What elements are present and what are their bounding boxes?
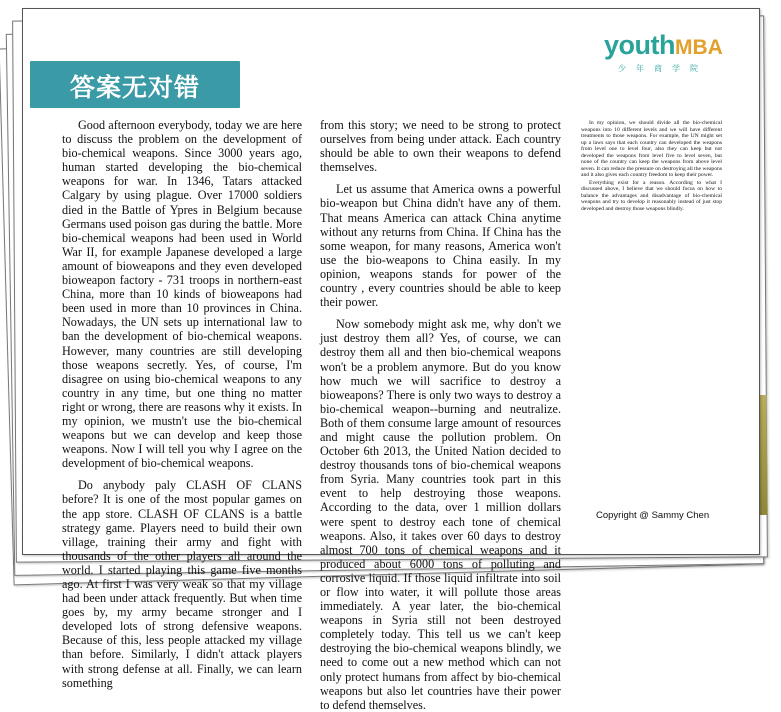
essay-column-3	[581, 120, 722, 240]
essay-paragraph: Let us assume that America owns a powerful bio-weapon but China didn't have any of them. That means America can attack China anytime without any returns from China. If China has the some weapon, for many reasons, America won't use the bio-weapons to China easily. In my opinion, weapons stands for power of the country , every countries should be able to keep their power.	[320, 182, 561, 310]
essay-column-1	[62, 118, 302, 690]
essay-paragraph: Everything exist for a reason. According to what I discussed above, I believe that we should focus on how to balance the advantages and disadvantage of bio-chemical weapons and try to develop it reasonably instead of just stop developed and destroy those weapons blindly.	[581, 179, 722, 212]
essay-paragraph: In my opinion, we should divide all the bio-chemical weapons into 10 different levels and we will have different treatments to those weapons. For example, the UN might set up a laws says that each country can developed the weapons from level one to level four, also they can keep but not developed the weapons from level five to level seven, but none of the country can keep the weapons from above level seven. It can reduce the pressure on destroying all the weapons and it also gives each country freedom to keep their power.	[581, 120, 722, 178]
essay-paragraph: Good afternoon everybody, today we are here to discuss the problem on the development of bio-chemical weapons. Since 3000 years ago, human started developing the bio-chemical weapons for war. In 1346, Tatars attacked Calgary by using plague. Over 17000 soldiers died in the Battle of Ypres in Belgium because Germans used poison gas during the battle. More bio-chemical weapons had been used in World War II, for example Japanese developed a large amount of bioweapons and they even developed bioweapon factory - 731 troops in northern-east China, more than 10 kinds of bioweapons had been used in more than 10 provinces in China. Nowadays, the UN sets up international law to ban the development of bio-chemical weapons. However, many countries are still developing those weapons secretly. Yes, of course, I'm disagree on using bio-chemical weapons to any country in any time, but one thing no matter right or wrong, there are reasons why it exists. In my opinion, we mustn't use the bio-chemical weapons but we can develop and keep those weapons. Now I will tell you why I agree on the development of bio-chemical weapons.	[62, 118, 302, 471]
youthmba-logo	[604, 30, 754, 78]
logo-wordmark-main: youth	[604, 30, 675, 60]
logo-wordmark-accent: MBA	[675, 36, 723, 59]
essay-paragraph: Now somebody might ask me, why don't we just destroy them all? Yes, of course, we can destroy them all and then bio-chemical weapons won't be a problem anymore. But do you know how much we will sacrifice to destroy a bioweapons? There is only two ways to destroy a bio-chemical weapon--burning and neutralize. Both of them consume large amount of resources and might cause the pollution problem. On October 6th 2013, the United Nation decided to destroy thousands tons of bio-chemical weapons from Syria. Many countries took part in this event to help destroying those weapons. According to the data, over 1 million dollars were spent to destroy each tone of chemical weapons. Also, it takes over 60 days to destroy almost 700 tons of chemical weapons and it produced about 6000 tons of polluting and corrosive liquid. If those liquid infiltrate into soil or flow into water, it will pollute those areas immediately. A year later, the bio-chemical weapons in Syria still not been destroyed completely today. This tell us we can't keep destroying the bio-chemical weapons blindly, we need to come out a new method which can not only protect humans from affect by bio-chemical weapons but also let countries have their power to defend themselves.	[320, 317, 561, 712]
logo-wordmark	[604, 30, 723, 63]
essay-paragraph: from this story; we need to be strong to protect ourselves from being under attack. Each country should be able to own their weapons to defend themselves.	[320, 118, 561, 175]
essay-column-2	[320, 118, 561, 712]
essay-paragraph: Do anybody paly CLASH OF CLANS before? It is one of the most popular games on the app store. CLASH OF CLANS is a battle strategy game. Players need to build their own village, training their army and fight with thousands of the other players all around the world. I started playing this game five months ago. At first I was very weak so that my village had been under attack frequently. But when time goes by, my army became stronger and I developed lots of strong defensive weapons. Because of this, less people attacked my village than before. Similarly, I didn't attack players with strong defense at all. Finally, we can learn something	[62, 478, 302, 690]
title-banner-text: 答案无对错	[69, 73, 200, 102]
copyright-text: Copyright @ Sammy Chen	[596, 510, 710, 521]
logo-subtitle: 少年商学院	[618, 64, 708, 73]
title-banner	[30, 61, 240, 108]
